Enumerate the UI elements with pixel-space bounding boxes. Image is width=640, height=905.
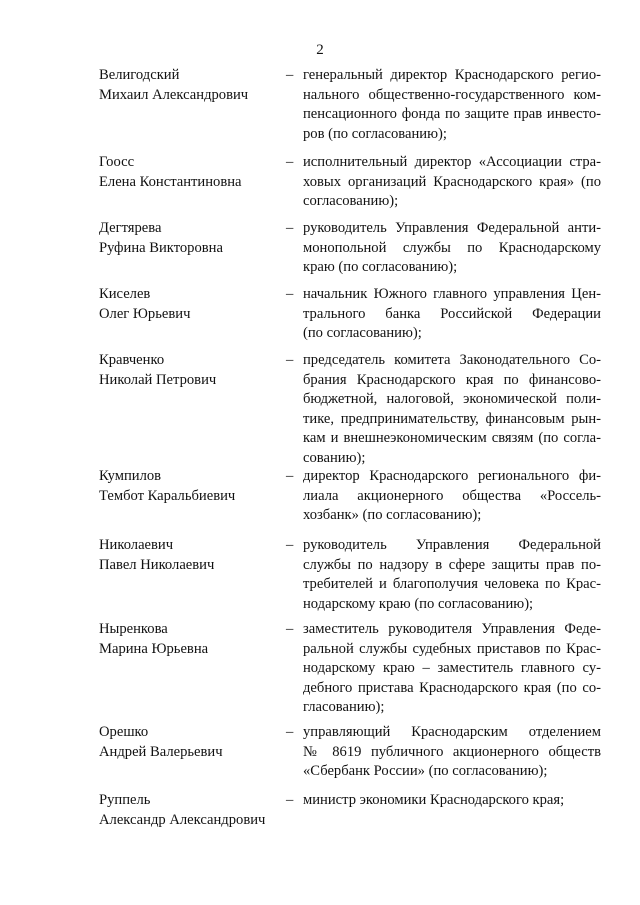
member-role bbox=[303, 66, 601, 144]
role-line: нального общественно-государственного ком- bbox=[303, 86, 601, 103]
role-line: генеральный директор Краснодарского регио- bbox=[303, 67, 601, 83]
dash-separator: – bbox=[286, 537, 294, 553]
member-name bbox=[99, 153, 279, 192]
member-name bbox=[99, 620, 279, 659]
member-name bbox=[99, 66, 279, 105]
role-line: гласованию); bbox=[303, 699, 385, 715]
member-given-name: Михаил Александрович bbox=[99, 86, 249, 103]
role-line: ров (по согласованию); bbox=[303, 125, 447, 142]
role-line: тике, предпринимательству, финансовым рын- bbox=[303, 410, 601, 427]
role-line: руководитель Управления Федеральной анти- bbox=[303, 220, 601, 236]
member-surname: Ныренкова bbox=[99, 621, 168, 637]
member-name bbox=[99, 285, 279, 324]
role-line: ховых организаций Краснодарского края» (по bbox=[303, 173, 601, 190]
role-line: (по согласованию); bbox=[303, 325, 422, 341]
role-line: согласованию); bbox=[303, 193, 399, 209]
role-line: требителей и благополучия человека по Крас- bbox=[303, 576, 601, 592]
dash-separator: – bbox=[286, 154, 294, 170]
role-line: бюджетной, налоговой, экономической поли- bbox=[303, 391, 601, 407]
member-role bbox=[303, 536, 601, 614]
role-line: кам и внешнеэкономическим связям (по согла- bbox=[303, 430, 601, 446]
member-role bbox=[303, 467, 601, 526]
member-role bbox=[303, 219, 601, 278]
role-line: председатель комитета Законодательного Со- bbox=[303, 352, 601, 368]
member-given-name: Александр Александрович bbox=[99, 811, 266, 828]
member-surname: Кравченко bbox=[99, 352, 165, 368]
member-given-name: Николай Петрович bbox=[99, 371, 217, 388]
role-line: краю (по согласованию); bbox=[303, 259, 458, 275]
dash-separator: – bbox=[286, 67, 294, 83]
member-surname: Дегтярева bbox=[99, 220, 162, 236]
member-surname: Руппель bbox=[99, 792, 151, 808]
role-line: пенсационного фонда по защите прав инвесто- bbox=[303, 106, 601, 122]
role-line: монопольной службы по Краснодарскому bbox=[303, 239, 601, 256]
member-surname: Велигодский bbox=[99, 67, 180, 83]
role-line: хозбанк» (по согласованию); bbox=[303, 507, 482, 523]
role-line: директор Краснодарского регионального фи- bbox=[303, 468, 601, 484]
role-line: нодарскому краю – заместитель главного су- bbox=[303, 660, 601, 676]
member-given-name: Тембот Каральбиевич bbox=[99, 487, 236, 504]
dash-separator: – bbox=[286, 468, 294, 484]
role-line: лиала акционерного общества «Россель- bbox=[303, 487, 601, 504]
member-name bbox=[99, 467, 279, 506]
role-line: руководитель Управления Федеральной bbox=[303, 537, 601, 553]
role-line: трального банка Российской Федерации bbox=[303, 305, 601, 322]
member-surname: Кумпилов bbox=[99, 468, 162, 484]
member-surname: Орешко bbox=[99, 724, 149, 740]
dash-separator: – bbox=[286, 286, 294, 302]
member-role bbox=[303, 791, 601, 811]
page-number: 2 bbox=[316, 42, 324, 58]
role-line: службы по надзору в сфере защиты прав по- bbox=[303, 556, 601, 573]
role-line: № 8619 публичного акционерного обществ bbox=[303, 743, 601, 760]
dash-separator: – bbox=[286, 220, 294, 236]
member-surname: Гоосс bbox=[99, 154, 135, 170]
member-name bbox=[99, 536, 279, 575]
member-name bbox=[99, 351, 279, 390]
member-given-name: Руфина Викторовна bbox=[99, 239, 223, 256]
member-role bbox=[303, 153, 601, 212]
member-role bbox=[303, 351, 601, 468]
member-given-name: Андрей Валерьевич bbox=[99, 743, 223, 760]
role-line: брания Краснодарского края по финансово- bbox=[303, 371, 601, 388]
member-surname: Киселев bbox=[99, 286, 151, 302]
role-line: сованию); bbox=[303, 449, 366, 466]
member-name bbox=[99, 791, 279, 830]
role-line: управляющий Краснодарским отделением bbox=[303, 724, 601, 740]
role-line: начальник Южного главного управления Цен- bbox=[303, 286, 601, 302]
role-line: министр экономики Краснодарского края; bbox=[303, 792, 565, 808]
member-given-name: Олег Юрьевич bbox=[99, 305, 191, 322]
role-line: исполнительный директор «Ассоциации стра- bbox=[303, 154, 601, 170]
dash-separator: – bbox=[286, 352, 294, 368]
member-name bbox=[99, 219, 279, 258]
member-role bbox=[303, 620, 601, 718]
member-given-name: Елена Константиновна bbox=[99, 173, 242, 190]
role-line: «Сбербанк России» (по согласованию); bbox=[303, 763, 548, 779]
member-role bbox=[303, 723, 601, 782]
role-line: нодарскому краю (по согласованию); bbox=[303, 595, 534, 612]
member-given-name: Марина Юрьевна bbox=[99, 640, 209, 657]
member-role bbox=[303, 285, 601, 344]
role-line: дебного пристава Краснодарского края (по со- bbox=[303, 679, 601, 696]
dash-separator: – bbox=[286, 621, 294, 637]
role-line: ральной службы судебных приставов по Крас- bbox=[303, 640, 601, 657]
dash-separator: – bbox=[286, 724, 294, 740]
dash-separator: – bbox=[286, 792, 294, 808]
role-line: заместитель руководителя Управления Феде- bbox=[303, 621, 601, 637]
member-surname: Николаевич bbox=[99, 537, 174, 553]
member-given-name: Павел Николаевич bbox=[99, 556, 215, 573]
member-name bbox=[99, 723, 279, 762]
